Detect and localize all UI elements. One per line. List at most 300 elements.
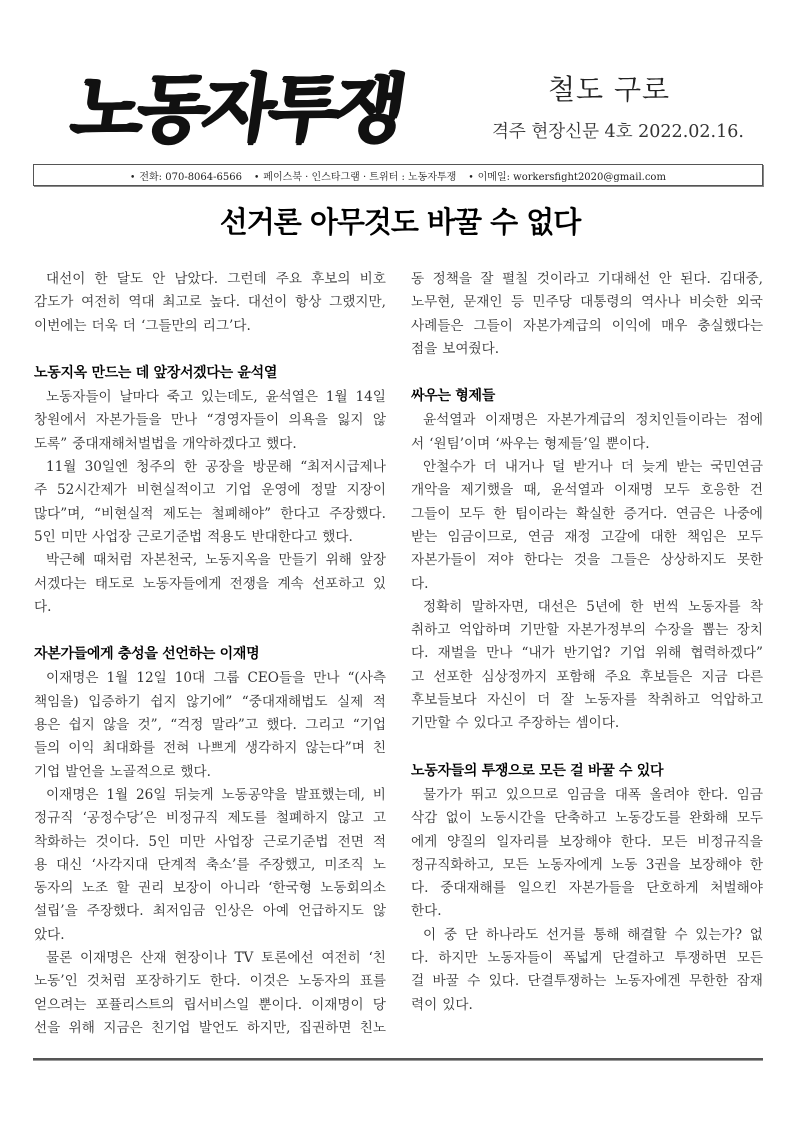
word: 1월 [106, 786, 129, 803]
word: 장치 [736, 622, 763, 639]
word: 때처럼 [93, 552, 133, 569]
article-headline: 선거론 아무것도 바꿀 수 없다 [219, 205, 581, 239]
word: 대선은 [537, 598, 578, 615]
word: 노동강도를 [614, 810, 681, 827]
paragraph-gap [411, 736, 763, 759]
article-column-left [34, 268, 386, 1040]
text-line [411, 291, 763, 314]
word: 포함해 [556, 668, 596, 685]
word: 것이라고 [536, 271, 590, 287]
word: “걱정 [170, 717, 204, 734]
word: 중대재해를 [440, 880, 506, 897]
text-line [34, 714, 386, 737]
text-line [411, 479, 763, 502]
word: 그룹 [213, 670, 240, 687]
text-line [34, 900, 386, 923]
word: 잠재 [736, 973, 763, 990]
word: 지금은 [103, 1019, 143, 1036]
word: 셈이다. [575, 715, 620, 732]
word: 자본가들이 [411, 552, 477, 569]
word: 여전히 [81, 294, 121, 311]
word: 발언을 [65, 763, 105, 780]
word: 친노 [359, 1019, 386, 1036]
word: 후보들보다 [411, 692, 477, 709]
word: 대폭 [614, 786, 642, 803]
word: 충실했다는 [697, 317, 763, 334]
word: 다. [411, 575, 429, 592]
word: 그런데 [227, 271, 267, 287]
word: 하지만 [438, 950, 478, 967]
text-line [411, 456, 763, 479]
word: 노동자들에게 [142, 575, 222, 592]
word: 서겠다는 [34, 575, 87, 592]
word: 모두 [736, 810, 763, 827]
word: 뽑는 [702, 622, 729, 639]
word: 단 [464, 926, 478, 943]
word: 권리 [137, 880, 165, 897]
word: 비정규직을 [697, 833, 763, 850]
word: 제도는 [162, 505, 203, 522]
text-line [34, 667, 386, 690]
word: 친 [372, 740, 386, 757]
word: 선포한 [433, 668, 473, 685]
word: 그들이 [473, 317, 513, 334]
word: 더욱 [91, 317, 118, 334]
word: 이재명은 [485, 412, 538, 429]
word: 지금 [701, 668, 728, 685]
text-line [34, 831, 386, 854]
section-subheading: 노동자들의 투쟁으로 모든 걸 바꿀 수 있다 [411, 762, 664, 779]
word: 이익 [68, 740, 95, 757]
word: 노동자에게 [537, 856, 603, 873]
word: 노동’인 [34, 973, 78, 990]
word: 노동자의 [298, 973, 351, 990]
word: 말하자면, [471, 598, 529, 615]
word: 늦게 [641, 459, 669, 476]
word: 대선이 [247, 294, 288, 311]
word: 이재명은 [46, 670, 99, 687]
word: ‘원팀’이며 [429, 435, 491, 452]
word: 자본가정부의 [567, 622, 647, 639]
word: 26일 [135, 786, 167, 803]
text-line [34, 970, 386, 993]
bullet-icon: • [130, 172, 136, 183]
word: 공장을 [205, 459, 245, 476]
word: 내거나 [504, 459, 545, 476]
word: 고 [372, 810, 386, 827]
word: 산재 [140, 950, 167, 967]
word: 비슷한 [688, 294, 729, 311]
text-line [411, 549, 763, 572]
word: 기업 [619, 645, 646, 662]
word: 근로기준법 [262, 833, 329, 850]
word: 청주의 [136, 459, 176, 476]
word: 적 [372, 833, 386, 850]
word: 항상 [295, 294, 322, 311]
text-line [34, 596, 386, 619]
word: 올려야 [649, 786, 690, 803]
word: 기대해선 [597, 271, 651, 287]
text-line [411, 712, 763, 735]
word: 당 [372, 996, 386, 1013]
word: 52시간제가 [56, 482, 127, 499]
section-subheading: 싸우는 형제들 [411, 388, 495, 405]
text-line [34, 456, 386, 479]
word: “최저시급제나 [300, 459, 386, 476]
word: 나중에 [723, 505, 763, 522]
word: 임금이므로, [447, 528, 518, 545]
word: 않 [372, 903, 386, 920]
word: 발표했는데, [294, 786, 365, 803]
word: 역사나 [641, 294, 681, 311]
word: 도록” [34, 435, 68, 452]
text-line [34, 994, 386, 1017]
word: 얻으려는 [34, 996, 87, 1013]
word: “중대재해법도 [241, 693, 328, 710]
text-line [411, 900, 763, 923]
text-line [34, 807, 386, 830]
word: 연금 [527, 528, 555, 545]
word: 노무현, [411, 294, 455, 311]
text-line [34, 761, 386, 784]
text-line [34, 784, 386, 807]
text-line [411, 784, 763, 807]
word: 노골적으로 [109, 763, 176, 780]
word: 계속 [277, 575, 304, 592]
word: 주장하는 [517, 715, 571, 732]
text-line [411, 970, 763, 993]
word: 수 [674, 926, 688, 943]
word: 걸 [411, 973, 425, 990]
text-line [34, 433, 386, 456]
word: 재정 [564, 528, 591, 545]
word: 더 [483, 459, 497, 476]
word: 뿐이다. [258, 996, 303, 1013]
word: 노조 [81, 880, 109, 897]
word: 노동공약을 [221, 786, 288, 803]
word: 최고로 [162, 294, 202, 311]
word: ‘친 [368, 950, 386, 967]
text-line [411, 807, 763, 830]
word: 못한 [736, 552, 763, 569]
paragraph-gap [34, 619, 386, 642]
word: 쉽지 [68, 717, 95, 734]
word: 문재인 [463, 294, 503, 311]
word: 주 [34, 482, 48, 499]
word: 전쟁을 [229, 575, 270, 592]
word: 있으므로 [505, 786, 559, 803]
word: 다. [411, 880, 429, 897]
contact-info-bar [33, 164, 763, 186]
word: 노동지옥을 [205, 552, 271, 569]
word: 더 [620, 459, 634, 476]
word: 뒤늦게 [174, 786, 214, 803]
word: 주장했다. [329, 505, 386, 522]
issue-line: 격주 현장신문 4호 2022.02.16. [492, 122, 744, 142]
text-line [411, 409, 763, 432]
word: 철폐하지 [275, 810, 329, 827]
word: 정규직화하고, [411, 856, 495, 873]
word: 동 [411, 271, 425, 287]
word: 만나 [486, 645, 513, 662]
word: 하나라도 [485, 926, 539, 943]
word: 윤석열과 [551, 482, 604, 499]
word: 근로기준법 [136, 528, 203, 545]
word: 위해 [654, 645, 682, 662]
word: 토론에선 [261, 950, 314, 967]
word: 립서비스일 [183, 996, 250, 1013]
word: 후보들은 [639, 668, 693, 685]
word: 국민연금 [710, 459, 763, 476]
word: 않는다”며 [305, 740, 365, 757]
word: ‘사각지대 [91, 856, 149, 873]
word: 위해 [325, 552, 352, 569]
word: 단계적 [157, 856, 197, 873]
word: 한 [630, 598, 644, 615]
contact-phone: • 전화: 070-8064-6566 [130, 171, 242, 183]
word: 보장해야 [558, 833, 612, 850]
text-line [34, 268, 386, 291]
word: 김대중, [719, 271, 763, 287]
text-line [34, 924, 386, 947]
word: 비호 [359, 271, 386, 287]
word: 감도가 [34, 294, 74, 311]
text-line [411, 433, 763, 456]
word: 만들기 [278, 552, 318, 569]
text-line [411, 573, 763, 596]
word: 이익에 [611, 317, 652, 334]
word: 력이 [411, 996, 438, 1013]
word: TV [234, 950, 254, 967]
word: 포퓰리스트의 [95, 996, 175, 1013]
word: 노동자들이 [46, 389, 112, 406]
word: 했다. [322, 528, 353, 545]
word: 단결투쟁하는 [527, 973, 607, 990]
word: 5인 [34, 528, 56, 545]
word: 보장이 [172, 880, 212, 897]
word: 들의 [34, 740, 61, 757]
word: 할 [116, 880, 130, 897]
text-line [411, 596, 763, 619]
text-line [34, 573, 386, 596]
word: 덜 [552, 459, 566, 476]
word: 전면 [337, 833, 364, 850]
word: 많다”며, [34, 505, 85, 522]
text-line [34, 409, 386, 432]
word: 억압하고 [710, 692, 763, 709]
word: 운영에 [261, 482, 301, 499]
word: 미만 [60, 528, 88, 545]
word: 한다고 [280, 505, 320, 522]
word: 보장해야 [688, 856, 742, 873]
text-line [411, 503, 763, 526]
word: 선을 [34, 1019, 61, 1036]
word: 5년에 [586, 598, 622, 615]
word: 완화해 [688, 810, 729, 827]
word: 역대 [128, 294, 155, 311]
word: 정확히 [423, 598, 463, 615]
word: 져야 [487, 552, 514, 569]
word: 서 [411, 435, 425, 452]
word: 노동자를 [584, 692, 637, 709]
word: 대한 [650, 528, 677, 545]
word: 번씩 [652, 598, 679, 615]
word: 않을 [103, 717, 130, 734]
word: ‘싸우는 [495, 435, 540, 452]
word: 했다. [266, 717, 297, 734]
word: 박근혜 [46, 552, 86, 569]
word: 외국 [736, 294, 763, 311]
word: ‘그들만의 [140, 317, 198, 334]
word: 모두 [736, 528, 763, 545]
bottom-divider [33, 1058, 763, 1061]
word: 민주당 [532, 294, 572, 311]
paragraph-gap [34, 338, 386, 361]
word: 물가가 [423, 786, 463, 803]
word: 날마다 [119, 389, 159, 406]
text-line [34, 737, 386, 760]
word: 했다. [266, 435, 297, 452]
text-line [34, 526, 386, 549]
word: 인상은 [214, 903, 254, 920]
word: 임금 [736, 786, 763, 803]
word: 중대재해처벌법을 [72, 435, 178, 452]
word: 언급하지도 [298, 903, 364, 920]
word: 1월 [325, 389, 348, 406]
word: 고갈에 [600, 528, 641, 545]
word: 여전히 [321, 950, 361, 967]
word: 아니라 [220, 880, 260, 897]
word: 대신 [56, 856, 83, 873]
word: 모든 [502, 856, 529, 873]
word: 보여줬다. [442, 340, 500, 357]
word: 더 [537, 692, 551, 709]
word: “경영자들이 [206, 412, 280, 429]
word: 없 [749, 926, 763, 943]
word: 실제 [337, 693, 364, 710]
word: 없이 [445, 810, 472, 827]
word: 친기업 [151, 1019, 191, 1036]
word: 사례들은 [411, 317, 464, 334]
word: 받는 [411, 528, 438, 545]
word: 그리고 [305, 717, 345, 734]
word: 자본가들을 [568, 880, 635, 897]
word: 지장이 [346, 482, 386, 499]
word: 기만할 [519, 622, 559, 639]
text-line [411, 526, 763, 549]
word: 적용도 [207, 528, 247, 545]
word: 있는가? [695, 926, 742, 943]
text-line [411, 854, 763, 877]
word: 달도 [116, 271, 144, 287]
word: 이번에는 [34, 317, 87, 334]
word: 일자리를 [496, 833, 549, 850]
word: 다. [411, 950, 429, 967]
word: 이재명 [613, 482, 654, 499]
word: 때, [523, 482, 541, 499]
section-subheading: 노동지옥 만드는 데 앞장서겠다는 윤석열 [34, 365, 278, 382]
word: 노동자를 [688, 598, 741, 615]
word: 용 [34, 856, 48, 873]
word: 더 [122, 317, 136, 334]
word: 바꿀 [432, 973, 459, 990]
word: 모든 [736, 950, 763, 967]
word: 선거를 [546, 926, 586, 943]
word: 포장하기도 [135, 973, 201, 990]
word: ‘공정수당’은 [82, 810, 157, 827]
word: 통해 [593, 926, 620, 943]
word: 해결할 [627, 926, 667, 943]
word: “기업 [352, 717, 386, 734]
text-line [34, 877, 386, 900]
text-line [411, 642, 763, 665]
word: 나쁘게 [197, 740, 237, 757]
word: 아예 [262, 903, 290, 920]
text-line [411, 666, 763, 689]
word: 동자의 [34, 880, 74, 897]
word: CEO들을 [247, 670, 306, 687]
word: “내가 [521, 645, 555, 662]
word: 설립’을 [34, 903, 78, 920]
word: 한 [493, 505, 507, 522]
word: 안 [658, 271, 672, 287]
word: 무한한 [688, 973, 729, 990]
word: 처벌해야 [710, 880, 763, 897]
word: 한 [94, 271, 108, 287]
word: 매우 [661, 317, 688, 334]
text-line [411, 689, 763, 712]
text-line [34, 315, 386, 338]
word: 있다고 [473, 715, 513, 732]
word: 모두 [663, 482, 690, 499]
text-line [34, 503, 386, 526]
word: 개악하겠다고 [182, 435, 262, 452]
word: 단결하고 [612, 950, 665, 967]
word: 개악을 [411, 482, 451, 499]
word: 기만할 [411, 715, 451, 732]
word: 입증하기 [88, 693, 141, 710]
word: 이 [423, 926, 437, 943]
word: 연금은 [675, 505, 716, 522]
word: 주요 [275, 271, 302, 287]
word: 사업장 [214, 833, 254, 850]
word: 책임은 [687, 528, 727, 545]
word: 한다. [209, 973, 241, 990]
edition-label: 철도 구로 [548, 73, 671, 106]
word: 했다. [180, 763, 211, 780]
word: 있 [372, 575, 386, 592]
text-line [34, 947, 386, 970]
word: 않기에” [185, 693, 233, 710]
word: 잃지 [337, 412, 364, 429]
word: 안 [152, 271, 166, 287]
word: 다른 [736, 668, 763, 685]
word: 모두 [458, 505, 486, 522]
text-line [34, 1017, 386, 1040]
word: 잘 [560, 692, 574, 709]
word: 위해 [68, 1019, 95, 1036]
word: 받는 [676, 459, 703, 476]
word: 반기업? [563, 645, 611, 662]
text-line [34, 854, 386, 877]
word: 30일엔 [84, 459, 129, 476]
word: 제도를 [227, 810, 267, 827]
word: 그들이 [411, 505, 451, 522]
word: 자신이 [487, 692, 527, 709]
word: 높다. [209, 294, 241, 311]
word: 고 [411, 668, 425, 685]
word: 이것은 [249, 973, 290, 990]
